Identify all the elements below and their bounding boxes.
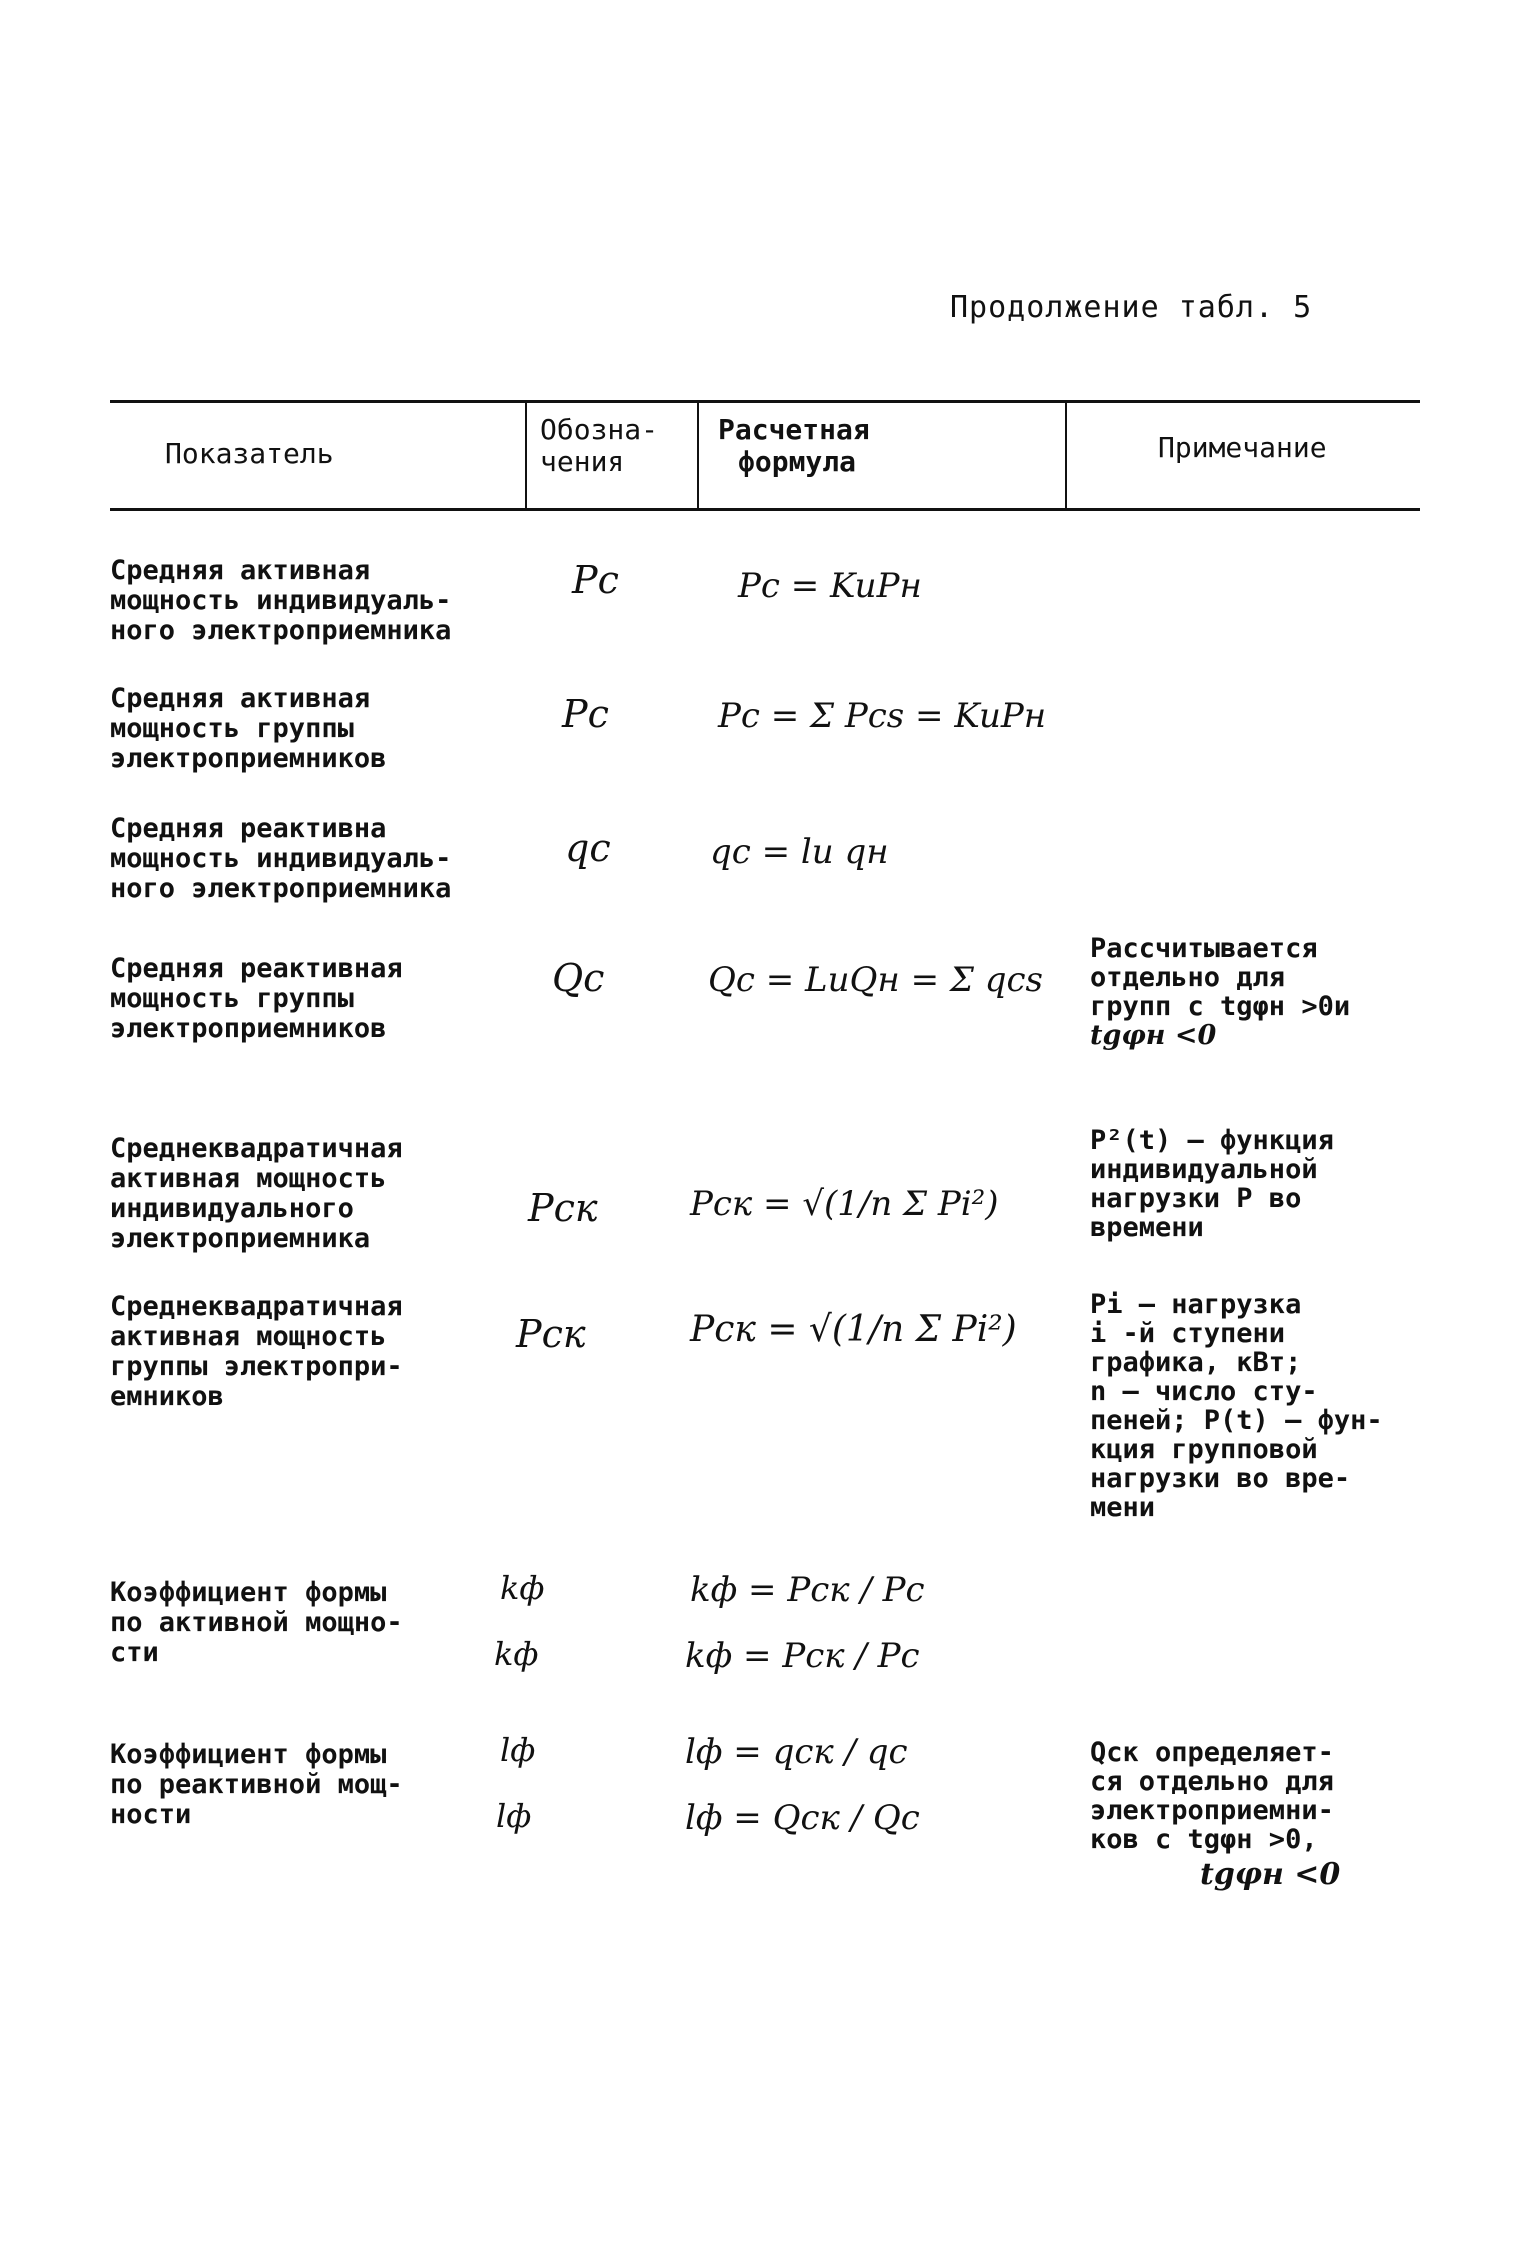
row-3-label-line: мощность индивидуаль- bbox=[110, 843, 452, 874]
row-8-label bbox=[110, 1740, 530, 1830]
row-8-label-line: ности bbox=[110, 1799, 192, 1830]
header-note bbox=[1158, 432, 1327, 464]
row-4-label bbox=[110, 954, 530, 1044]
row-6-formula: Pск = √(1/n Σ Pi²) bbox=[690, 1309, 1017, 1350]
row-6-note-line: пеней; P(t) – фун- bbox=[1090, 1405, 1383, 1436]
row-4-note-line: групп с tgφн >0и bbox=[1090, 991, 1351, 1022]
row-4-label-line: мощность группы bbox=[110, 983, 354, 1014]
row-1-label bbox=[110, 556, 530, 646]
row-7-label-line: Коэффициент формы bbox=[110, 1577, 387, 1608]
row-5-label-line: активная мощность bbox=[110, 1163, 387, 1194]
row-2-formula: Pc = Σ Pcs = KuPн bbox=[718, 696, 1047, 736]
header-formula-line-2: формула bbox=[738, 445, 857, 478]
row-8-formula-1: lф = qск / qс bbox=[685, 1732, 908, 1772]
header-designation bbox=[540, 414, 658, 478]
row-3-label-line: Средняя реактивна bbox=[110, 813, 387, 844]
header-divider-3 bbox=[1065, 400, 1067, 510]
row-6-note-line: мени bbox=[1090, 1492, 1156, 1523]
row-6-label-line: активная мощность bbox=[110, 1321, 387, 1352]
row-2-label-line: электроприемников bbox=[110, 743, 387, 774]
row-8-note-line: ся отдельно для bbox=[1090, 1766, 1334, 1797]
header-formula-line-1: Расчетная bbox=[718, 413, 870, 446]
row-8-note bbox=[1090, 1737, 1450, 1892]
row-4-note-line: отдельно для bbox=[1090, 962, 1286, 993]
header-bottom-rule bbox=[110, 508, 1420, 511]
row-4-note-line: tgφн <0 bbox=[1090, 1020, 1217, 1051]
row-1-label-line: ного электроприемника bbox=[110, 615, 452, 646]
row-8-symbol-2: lф bbox=[496, 1797, 532, 1835]
row-4-note-line: Рассчитывается bbox=[1090, 933, 1318, 964]
row-4-formula: Qc = LuQн = Σ qcs bbox=[708, 960, 1043, 1000]
header-designation-line-2: чения bbox=[540, 445, 625, 478]
row-8-label-line: по реактивной мощ- bbox=[110, 1769, 403, 1800]
row-7-formula-1: kф = Pск / Pс bbox=[690, 1570, 925, 1610]
row-4-symbol: Qc bbox=[552, 956, 605, 1000]
row-2-label bbox=[110, 684, 530, 774]
header-divider-2 bbox=[697, 400, 699, 510]
row-8-note-line: tgφн <0 bbox=[1200, 1857, 1341, 1892]
row-8-note-line: Qск определяет- bbox=[1090, 1737, 1334, 1768]
row-4-note bbox=[1090, 934, 1450, 1050]
row-8-note-line: ков с tgφн >0, bbox=[1090, 1824, 1318, 1855]
row-1-symbol: Pc bbox=[572, 558, 619, 602]
row-7-symbol-1: kф bbox=[500, 1569, 545, 1607]
row-7-label bbox=[110, 1578, 530, 1668]
row-2-label-line: Средняя активная bbox=[110, 683, 371, 714]
row-7-symbol-2: kф bbox=[494, 1635, 539, 1673]
header-note-text: Примечание bbox=[1158, 431, 1327, 464]
header-designation-line-1: Обозна- bbox=[540, 413, 659, 446]
row-6-label-line: Среднеквадратичная bbox=[110, 1291, 403, 1322]
row-5-label-line: индивидуального bbox=[110, 1193, 354, 1224]
row-5-formula: Pск = √(1/n Σ Pi²) bbox=[690, 1184, 999, 1224]
row-6-symbol: Pск bbox=[516, 1312, 586, 1356]
row-4-label-line: Средняя реактивная bbox=[110, 953, 403, 984]
row-5-note bbox=[1090, 1126, 1450, 1242]
row-6-note bbox=[1090, 1290, 1450, 1522]
header-indicator bbox=[165, 438, 334, 470]
row-2-symbol: Pc bbox=[562, 692, 609, 736]
row-6-note-line: графика, кВт; bbox=[1090, 1347, 1302, 1378]
row-6-note-line: i -й ступени bbox=[1090, 1318, 1286, 1349]
row-6-label-line: емников bbox=[110, 1381, 224, 1412]
row-7-label-line: сти bbox=[110, 1637, 159, 1668]
row-3-formula: qc = lu qн bbox=[710, 832, 889, 872]
row-8-formula-2: lф = Qск / Qс bbox=[685, 1798, 920, 1838]
row-6-note-line: кция групповой bbox=[1090, 1434, 1318, 1465]
table-caption: Продолжение табл. 5 bbox=[950, 290, 1313, 325]
row-5-label-line: Среднеквадратичная bbox=[110, 1133, 403, 1164]
row-3-symbol: qc bbox=[565, 826, 611, 870]
row-5-note-line: индивидуальной bbox=[1090, 1154, 1318, 1185]
row-8-symbol-1: lф bbox=[500, 1731, 536, 1769]
row-5-symbol: Pск bbox=[528, 1186, 598, 1230]
row-6-label-line: группы электропри- bbox=[110, 1351, 403, 1382]
row-5-label bbox=[110, 1134, 530, 1254]
row-6-note-line: n – число сту- bbox=[1090, 1376, 1318, 1407]
row-8-note-line: электроприемни- bbox=[1090, 1795, 1334, 1826]
row-8-label-line: Коэффициент формы bbox=[110, 1739, 387, 1770]
row-6-note-line: Pi – нагрузка bbox=[1090, 1289, 1302, 1320]
row-5-note-line: нагрузки P во bbox=[1090, 1183, 1302, 1214]
row-1-label-line: Средняя активная bbox=[110, 555, 371, 586]
row-1-label-line: мощность индивидуаль- bbox=[110, 585, 452, 616]
header-indicator-text: Показатель bbox=[165, 437, 334, 470]
header-top-rule bbox=[110, 400, 1420, 403]
row-3-label bbox=[110, 814, 530, 904]
row-2-label-line: мощность группы bbox=[110, 713, 354, 744]
header-formula bbox=[718, 414, 870, 478]
row-6-label bbox=[110, 1292, 530, 1412]
row-6-note-line: нагрузки во вре- bbox=[1090, 1463, 1351, 1494]
row-5-label-line: электроприемника bbox=[110, 1223, 371, 1254]
header-divider-1 bbox=[525, 400, 527, 510]
row-5-note-line: времени bbox=[1090, 1212, 1204, 1243]
row-1-formula: Pc = KuPн bbox=[738, 566, 922, 606]
row-5-note-line: P²(t) – функция bbox=[1090, 1125, 1334, 1156]
row-4-label-line: электроприемников bbox=[110, 1013, 387, 1044]
row-3-label-line: ного электроприемника bbox=[110, 873, 452, 904]
row-7-label-line: по активной мощно- bbox=[110, 1607, 403, 1638]
row-7-formula-2: kф = Pск / Pс bbox=[685, 1636, 920, 1676]
